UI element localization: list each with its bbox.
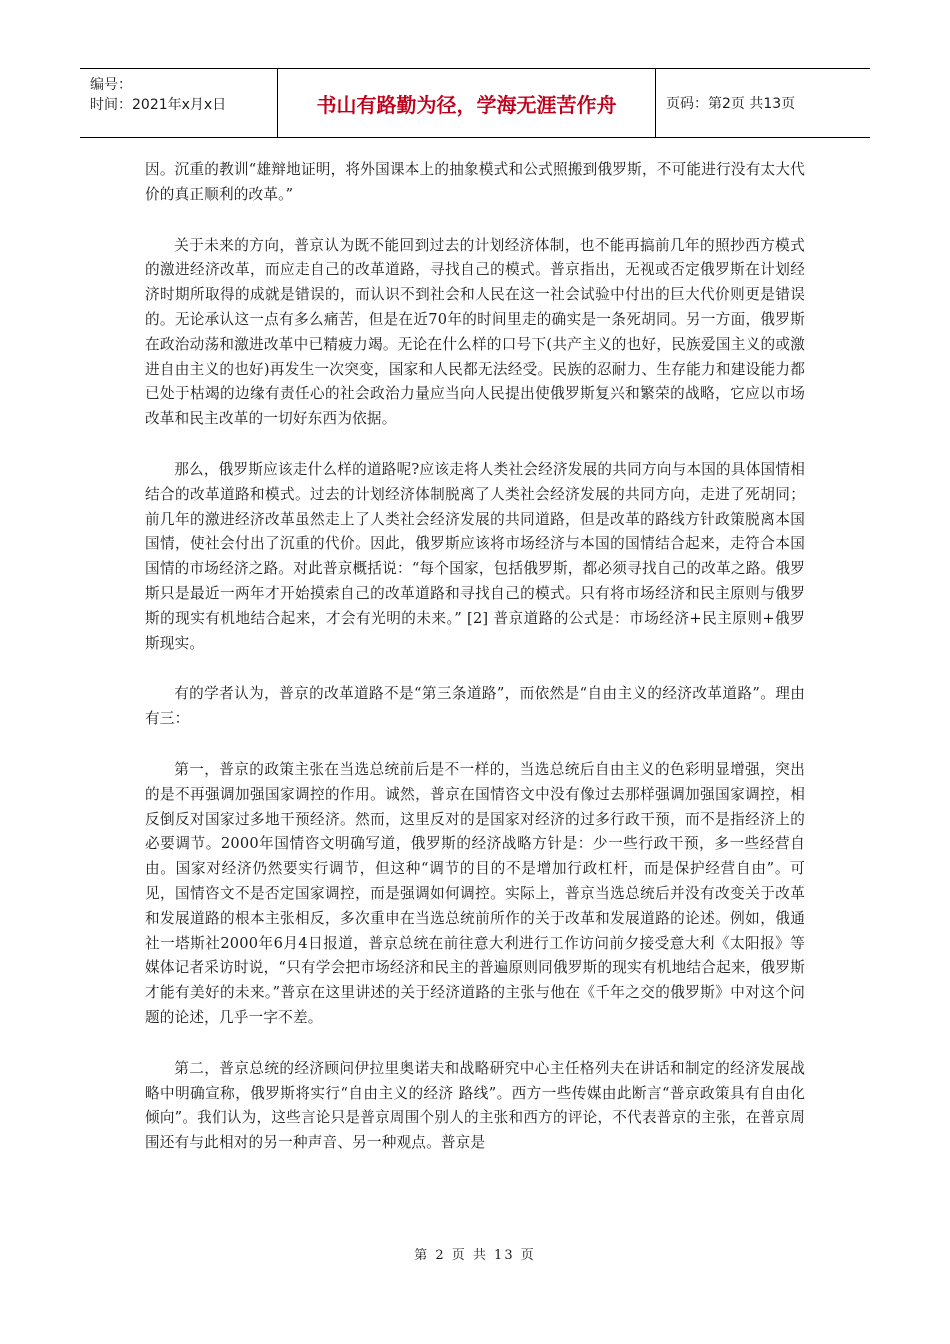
header-meta	[80, 69, 278, 137]
date-label: 时间：2021年x月x日	[90, 97, 227, 113]
paragraph: 关于未来的方向，普京认为既不能回到过去的计划经济体制，也不能再搞前几年的照抄西方模式的激进经济改革，而应走自己的改革道路，寻找自己的模式。普京指出，无视或否定俄罗斯在计划经济时期所取得的成就是错误的，而认识不到社会和人民在这一社会试验中付出的巨大代价则更是错误的。无论承认这一点有多么痛苦，但是在近70年的时间里走的确实是一条死胡同。另一方面，俄罗斯在政治动荡和激进改革中已精疲力竭。无论在什么样的口号下(共产主义的也好，民族爱国主义的或激进自由主义的也好)再发生一次突变，国家和人民都无法经受。民族的忍耐力、生存能力和建设能力都已处于枯竭的边缘有责任心的社会政治力量应当向人民提出使俄罗斯复兴和繁荣的战略，它应以市场改革和民主改革的一切好东西为依据。	[145, 236, 805, 428]
number-label: 编号：	[90, 77, 132, 93]
paragraph-continued: 因。沉重的教训“雄辩地证明，将外国课本上的抽象模式和公式照搬到俄罗斯，不可能进行没有太大代价的真正顺利的改革。”	[145, 161, 805, 203]
paragraph: 第一，普京的政策主张在当选总统前后是不一样的，当选总统后自由主义的色彩明显增强，突出的是不再强调加强国家调控的作用。诚然，普京在国情咨文中没有像过去那样强调加强国家调控，相反倒反对国家过多地干预经济。然而，这里反对的是国家对经济的过多行政干预，而不是指经济上的必要调节。2000年国情咨文明确写道，俄罗斯的经济战略方针是：少一些行政干预，多一些经营自由。国家对经济仍然要实行调节，但这种“调节的目的不是增加行政杠杆，而是保护经营自由”。可见，国情咨文不是否定国家调控，而是强调如何调控。实际上，普京当选总统后并没有改变关于改革和发展道路的根本主张相反，多次重申在当选总统前所作的关于改革和发展道路的论述。例如，俄通社一塔斯社2000年6月4日报道，普京总统在前往意大利进行工作访问前夕接受意大利《太阳报》等媒体记者采访时说，“只有学会把市场经济和民主的普遍原则同俄罗斯的现实有机地结合起来，俄罗斯才能有美好的未来。”普京在这里讲述的关于经济道路的主张与他在《千年之交的俄罗斯》中对这个问题的论述，几乎一字不差。	[145, 760, 805, 1026]
header-page-info: 页码：第2页 共13页	[666, 96, 796, 112]
paragraph: 有的学者认为，普京的改革道路不是“第三条道路”，而依然是“自由主义的经济改革道路”。理由有三：	[145, 685, 805, 728]
page-header	[80, 68, 870, 138]
document-body	[145, 158, 805, 1182]
page-footer: 第 2 页 共 13 页	[414, 1248, 536, 1263]
paragraph: 第二，普京总统的经济顾问伊拉里奥诺夫和战略研究中心主任格列夫在讲话和制定的经济发展战略中明确宣称，俄罗斯将实行“自由主义的经济 路线”。西方一些传媒由此断言“普京政策具有自由化倾向”。我们认为，这些言论只是普京周围个别人的主张和西方的评论，不代表普京的主张，在普京周围还有与此相对的另一种声音、另一种观点。普京是	[145, 1059, 805, 1152]
header-motto: 书山有路勤为径，学海无涯苦作舟	[278, 69, 656, 137]
paragraph: 那么，俄罗斯应该走什么样的道路呢?应该走将人类社会经济发展的共同方向与本国的具体国情相结合的改革道路和模式。过去的计划经济体制脱离了人类社会经济发展的共同方向，走进了死胡同；前几年的激进经济改革虽然走上了人类社会经济发展的共同道路，但是改革的路线方针政策脱离本国国情，使社会付出了沉重的代价。因此，俄罗斯应该将市场经济与本国的国情结合起来，走符合本国国情的市场经济之路。对此普京概括说：“每个国家，包括俄罗斯，都必须寻找自己的改革之路。俄罗斯只是最近一两年才开始摸索自己的改革道路和寻找自己的模式。只有将市场经济和民主原则与俄罗斯的现实有机地结合起来，才会有光明的未来。” [2] 普京道路的公式是：市场经济+民主原则+俄罗斯现实。	[145, 460, 805, 652]
